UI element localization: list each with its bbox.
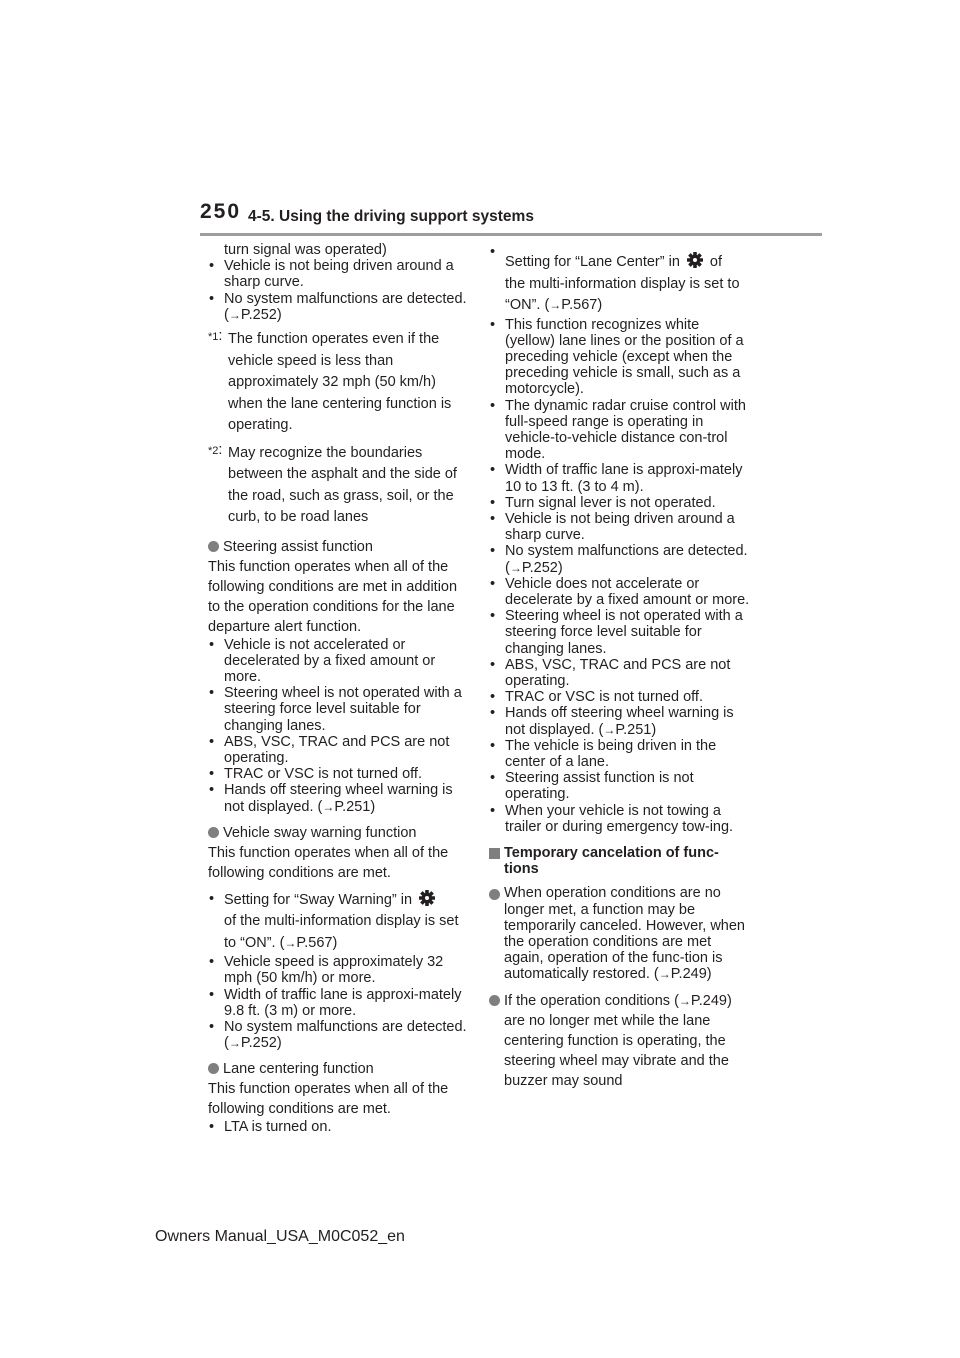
right-column [489,242,751,1091]
arrow-right-icon: → [509,560,522,575]
list-item: • Width of traffic lane is approxi-mately 9.8 ft. (3 m) or more. [208,987,470,1019]
list-item: • LTA is turned on. [208,1119,470,1135]
lane-centering-paragraph: This function operates when all of the following conditions are met. [208,1081,449,1118]
page-reference-link[interactable]: P.252) [240,306,282,323]
sway-warning-paragraph: This function operates when all of the following conditions are met. [208,844,449,881]
list-item: • Setting for “Sway Warning” in of the multi-information display is set to “ON”. (→P.567) [208,889,470,955]
circle-item: When operation conditions are no longer met, a function may be temporarily canceled. However, when the operation conditions are met again, operation of the func-tion is automatically restored. (→P.249) [489,885,751,982]
header-divider [200,233,822,236]
temporary-cancelation-heading: Temporary cancelation of func-tions [489,845,751,877]
footnote-text: May recognize the boundaries between the asphalt and the side of the road, such as grass, soil, or the curb, to be road lanes [228,444,457,526]
footnote-mark: *2 [208,444,219,457]
page-reference-link[interactable]: P.252) [240,1035,282,1052]
page-reference-link[interactable]: P.249) [690,992,732,1009]
steering-assist-paragraph: This function operates when all of the following conditions are met in addition to the operation conditions for the lane departure alert function. [208,558,458,635]
sway-warning-heading: Vehicle sway warning function [208,823,470,843]
list-item: • Vehicle speed is approximately 32 mph (50 km/h) or more. [208,954,470,986]
section-title: 4-5. Using the driving support systems [248,208,534,225]
circle-item: If the operation conditions (→P.249) are no longer met while the lane centering function is operating, the steering wheel may vibrate and the buzzer may sound [489,991,751,1091]
settings-gear-icon [416,889,438,907]
list-item: • Setting for “Lane Center” in of the multi-information display is set to “ON”. (→P.567) [489,242,751,317]
list-item: • No system malfunctions are detected. (→P.252) [489,543,751,575]
list-item: • TRAC or VSC is not turned off. [489,689,751,705]
page-reference-link[interactable]: P.567) [296,934,338,951]
list-item: • Vehicle is not accelerated or decelerated by a fixed amount or more. [208,637,470,686]
list-item: • Vehicle is not being driven around a sharp curve. [489,511,751,543]
list-item: • Steering wheel is not operated with a steering force level suitable for changing lanes. [489,608,751,657]
arrow-right-icon: → [603,722,616,737]
arrow-right-icon: → [678,993,691,1008]
page-number: 250 [200,200,242,223]
arrow-right-icon: → [549,298,562,312]
arrow-right-icon: → [228,1036,241,1051]
continued-text: turn signal was operated) [224,242,387,258]
list-item: • Hands off steering wheel warning is not displayed. (→P.251) [208,782,470,814]
list-item: • Hands off steering wheel warning is not displayed. (→P.251) [489,705,751,737]
list-item: • The dynamic radar cruise control with full-speed range is operating in vehicle-to-vehicle distance con-trol mode. [489,398,751,463]
steering-assist-heading: Steering assist function [208,537,470,557]
list-item: • Vehicle is not being driven around a sharp curve. [208,258,470,290]
arrow-right-icon: → [228,307,241,322]
list-item: • No system malfunctions are detected. (→P.252) [208,291,470,323]
left-column [208,242,470,1136]
list-item: • When your vehicle is not towing a trailer or during emergency tow-ing. [489,803,751,835]
footnote-text: The function operates even if the vehicle speed is less than approximately 32 mph (50 km/h) when the lane centering function is operating. [228,331,452,434]
footnote-1: *1: The function operates even if the vehicle speed is less than approximately 32 mph (50 km/h) when the lane centering function is operating. [208,328,452,434]
settings-gear-icon [684,251,706,269]
footer-doc-id: Owners Manual_USA_M0C052_en [155,1228,405,1245]
list-item: • The vehicle is being driven in the center of a lane. [489,738,751,770]
footnote-2: *2: May recognize the boundaries between the asphalt and the side of the road, such as grass, soil, or the curb, to be road lanes [208,441,457,526]
list-item: • TRAC or VSC is not turned off. [208,766,470,782]
page-reference-link[interactable]: P.252) [521,559,563,576]
list-item: • Width of traffic lane is approxi-mately 10 to 13 ft. (3 to 4 m). [489,462,751,494]
arrow-right-icon: → [322,799,335,814]
footnote-mark: *1 [208,331,219,344]
page-reference-link[interactable]: P.567) [561,297,603,313]
arrow-right-icon: → [658,967,671,982]
list-item: • Steering assist function is not operating. [489,770,751,802]
list-item: • No system malfunctions are detected. (→P.252) [208,1019,470,1051]
lane-centering-heading: Lane centering function [208,1059,470,1079]
list-item: • Steering wheel is not operated with a steering force level suitable for changing lanes. [208,685,470,734]
page-reference-link[interactable]: P.251) [334,798,376,815]
page-reference-link[interactable]: P.249) [670,966,712,983]
arrow-right-icon: → [284,935,297,950]
list-item: • Turn signal lever is not operated. [489,495,751,511]
list-item: • ABS, VSC, TRAC and PCS are not operating. [489,657,751,689]
page-reference-link[interactable]: P.251) [615,721,657,738]
list-item: • This function recognizes white (yellow) lane lines or the position of a preceding vehicle (except when the preceding vehicle is small, such as a motorcycle). [489,317,751,398]
list-item: • Vehicle does not accelerate or decelerate by a fixed amount or more. [489,576,751,608]
list-item: • ABS, VSC, TRAC and PCS are not operating. [208,734,470,766]
